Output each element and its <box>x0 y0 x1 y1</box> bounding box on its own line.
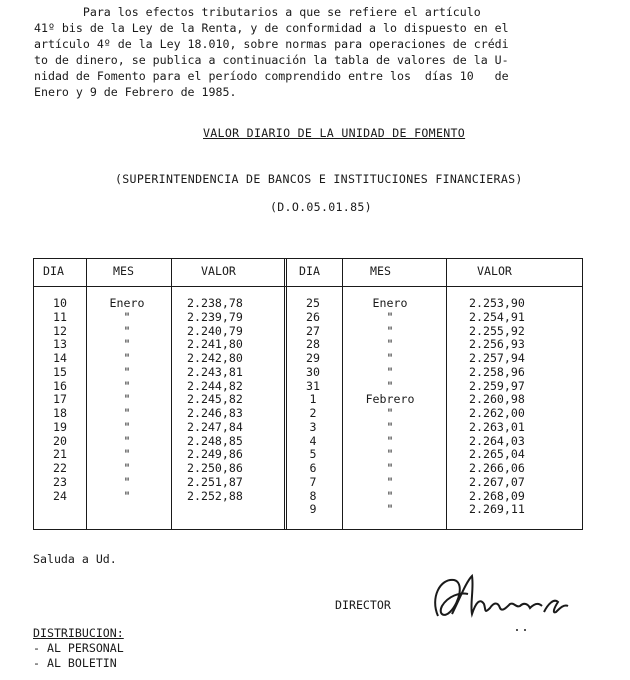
handwritten-signature <box>420 568 580 638</box>
cell-valor: 2.246,83 <box>187 406 243 420</box>
cell-valor: 2.267,07 <box>469 474 525 489</box>
intro-line: artículo 4º de la Ley 18.010, sobre normas para operaciones de crédi <box>34 37 509 51</box>
cell-valor: 2.241,80 <box>187 337 243 352</box>
cell-valor: 2.258,96 <box>469 364 525 379</box>
header-mes-right: MES <box>370 264 391 278</box>
header-dia-left: DIA <box>43 264 64 278</box>
distribution-item: - AL PERSONAL <box>33 641 124 655</box>
column-divider <box>171 259 172 529</box>
cell-valor: 2.265,04 <box>469 447 525 462</box>
header-valor-left: VALOR <box>201 264 236 278</box>
cell-valor: 2.254,91 <box>469 309 525 324</box>
cell-valor: 2.260,98 <box>469 392 525 407</box>
column-divider <box>342 259 343 529</box>
cell-valor: 2.238,78 <box>187 296 243 310</box>
cell-valor: 2.253,90 <box>469 296 525 310</box>
intro-line: to de dinero, se publica a continuación la tabla de valores de la U- <box>34 53 509 67</box>
intro-line: Para los efectos tributarios a que se refiere el artículo <box>34 5 481 19</box>
cell-valor: 2.251,87 <box>187 474 243 489</box>
intro-line: 41º bis de la Ley de la Renta, y de conformidad a lo dispuesto en el <box>34 21 509 35</box>
distribution-label: DISTRIBUCION: <box>33 626 124 640</box>
header-mes-left: MES <box>113 264 134 278</box>
cell-valor: 2.249,86 <box>187 447 243 462</box>
source-line: (SUPERINTENDENCIA DE BANCOS E INSTITUCIONES FINANCIERAS) <box>115 172 523 186</box>
intro-line: Enero y 9 de Febrero de 1985. <box>34 85 237 99</box>
cell-valor: 2.239,79 <box>187 309 243 324</box>
document-title: VALOR DIARIO DE LA UNIDAD DE FOMENTO <box>203 126 466 140</box>
cell-valor: 2.268,09 <box>469 488 525 503</box>
intro-paragraph <box>34 4 612 100</box>
table-header-divider <box>34 286 582 287</box>
cell-valor: 2.266,06 <box>469 461 525 475</box>
cell-valor: 2.263,01 <box>469 419 525 434</box>
distribution-item: - AL BOLETIN <box>33 656 117 670</box>
center-divider <box>284 259 287 529</box>
publication-date: (D.O.05.01.85) <box>270 200 372 214</box>
cell-valor: 2.242,80 <box>187 351 243 365</box>
column-divider <box>86 259 87 529</box>
cell-valor: 2.259,97 <box>469 378 525 393</box>
closing-salutation: Saluda a Ud. <box>33 552 117 566</box>
cell-valor: 2.250,86 <box>187 461 243 475</box>
cell-valor: 2.255,92 <box>469 323 525 338</box>
cell-valor: 2.247,84 <box>187 419 243 434</box>
cell-valor: 2.245,82 <box>187 392 243 407</box>
header-dia-right: DIA <box>299 264 320 278</box>
cell-valor: 2.248,85 <box>187 433 243 448</box>
cell-valor: 2.252,88 <box>187 488 243 503</box>
cell-valor: 2.256,93 <box>469 337 525 352</box>
cell-valor: 2.244,82 <box>187 378 243 393</box>
signature-role: DIRECTOR <box>335 598 391 612</box>
header-valor-right: VALOR <box>477 264 512 278</box>
uf-value-table: DIA MES VALOR DIA MES VALOR 10 Enero 2.238,78 11 " 2.239,79 12 " 2.240,79 13 " 2.241,80 14 " 2.242,80 15 " 2.243,81 16 " 2.244,82 17 " 2.245,82 18 " 2.246,83 19 " 2.247,84 20 " 2.248,85 21 " 2.249,86 22 " 2.250,86 23 " 2.251,87 24 " 2.252,88 25 Enero 2.253,90 26 " 2.254,91 27 " 2.255,92 28 " 2.256,93 29 " 2.257,94 30 " 2.258,96 31 " 2.259,97 1 Febrero 2.260,98 2 " 2.262,00 3 " 2.263,01 4 " 2.264,03 5 " 2.265,04 6 " 2.266,06 7 " 2.267,07 8 " 2.268,09 9 " 2.269,11 <box>33 258 583 530</box>
cell-valor: 2.257,94 <box>469 351 525 365</box>
cell-valor: 2.262,00 <box>469 406 525 420</box>
cell-valor: 2.243,81 <box>187 364 243 379</box>
intro-line: nidad de Fomento para el período comprendido entre los días 10 de <box>34 69 509 83</box>
column-divider <box>446 259 447 529</box>
cell-valor: 2.269,11 <box>469 502 525 517</box>
cell-valor: 2.240,79 <box>187 323 243 338</box>
cell-valor: 2.264,03 <box>469 433 525 448</box>
